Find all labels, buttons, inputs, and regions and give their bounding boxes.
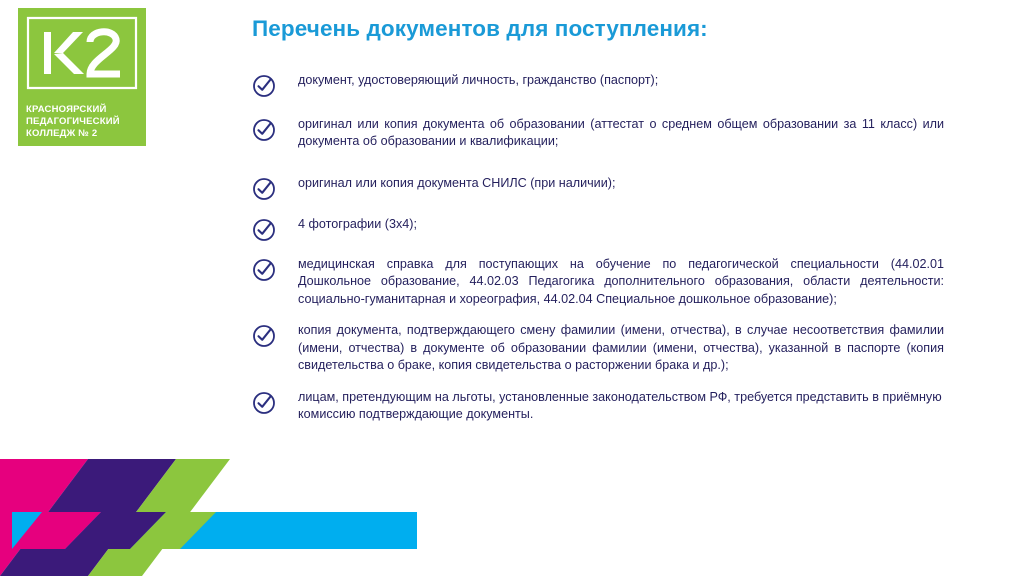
list-item-text: копия документа, подтверждающего смену фамилии (имени, отчества), в случае несоответствия фамилии (имени, отчества) в документе об образовании фамилии (имени, отчества), указанной в паспорте (копия свидетельства о браке, копия свидетельства о расторжении брака и др.); bbox=[298, 323, 944, 372]
documents-list bbox=[252, 72, 944, 424]
list-item-text: оригинал или копия документа СНИЛС (при наличии); bbox=[298, 175, 616, 190]
check-circle-icon bbox=[252, 118, 276, 142]
check-circle-icon bbox=[252, 391, 276, 415]
list-item bbox=[252, 389, 944, 424]
list-item-text: медицинская справка для поступающих на обучение по педагогической специальности (44.02.01 Дошкольное образование, 44.02.03 Педагогика дополнительного образования, области деятельности: социально-гуманитарная и хореография, 44.02.04 Специальное дошкольное образование); bbox=[298, 256, 944, 306]
logo-line-1: КРАСНОЯРСКИЙ bbox=[26, 104, 107, 115]
list-item-text: 4 фотографии (3х4); bbox=[298, 217, 417, 231]
logo-text bbox=[26, 104, 138, 140]
list-item bbox=[252, 322, 944, 375]
page-title: Перечень документов для поступления: bbox=[252, 16, 708, 41]
k2-logo-mark-icon bbox=[18, 14, 146, 100]
list-item-text: документ, удостоверяющий личность, гражданство (паспорт); bbox=[298, 73, 659, 87]
list-item bbox=[252, 175, 944, 193]
check-circle-icon bbox=[252, 218, 276, 242]
logo-line-3: КОЛЛЕДЖ № 2 bbox=[26, 128, 98, 139]
check-circle-icon bbox=[252, 258, 276, 282]
list-item-text: оригинал или копия документа об образовании (аттестат о среднем общем образовании за 11 класс) или документа об образовании и квалификации; bbox=[298, 116, 944, 148]
list-item bbox=[252, 216, 944, 234]
list-item bbox=[252, 256, 944, 309]
list-item bbox=[252, 72, 944, 90]
college-logo bbox=[18, 8, 146, 146]
list-item-text: лицам, претендующим на льготы, установленные законодательством РФ, требуется представить в приёмную комиссию подтверждающие документы. bbox=[298, 389, 942, 421]
list-item bbox=[252, 116, 944, 151]
check-circle-icon bbox=[252, 324, 276, 348]
check-circle-icon bbox=[252, 74, 276, 98]
check-circle-icon bbox=[252, 177, 276, 201]
logo-line-2: ПЕДАГОГИЧЕСКИЙ bbox=[26, 116, 120, 127]
